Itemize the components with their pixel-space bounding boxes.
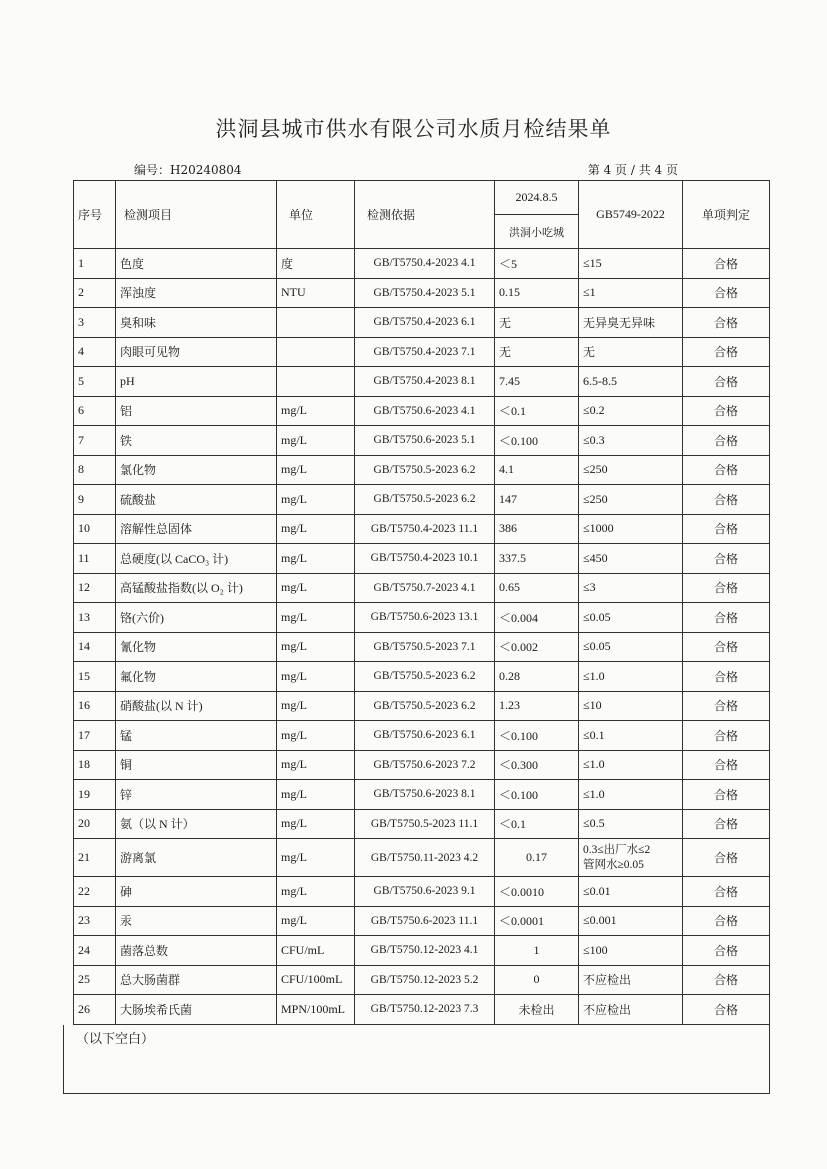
row-number: 19 xyxy=(74,780,116,810)
table-row xyxy=(74,485,770,515)
row-method: GB/T5750.4-2023 8.1 xyxy=(355,367,495,397)
row-limit-line: 管网水≥0.05 xyxy=(583,858,644,871)
row-item: 溶解性总固体 xyxy=(116,514,277,544)
row-unit: mg/L xyxy=(277,573,355,603)
page-info: 第 4 页 / 共 4 页 xyxy=(587,163,678,177)
table-row xyxy=(74,249,770,279)
row-number: 18 xyxy=(74,750,116,780)
row-item: 汞 xyxy=(116,906,277,936)
row-judgement: 合格 xyxy=(683,308,770,338)
header-unit: 单位 xyxy=(277,181,355,249)
row-limit: ≤1 xyxy=(579,278,683,308)
table-row xyxy=(74,514,770,544)
table-row xyxy=(74,662,770,692)
row-limit-line: 0.3≤出厂水≤2 xyxy=(583,843,651,856)
row-item: 铜 xyxy=(116,750,277,780)
row-item: 砷 xyxy=(116,877,277,907)
row-unit: mg/L xyxy=(277,780,355,810)
table-row xyxy=(74,750,770,780)
row-item: 大肠埃希氏菌 xyxy=(116,995,277,1025)
row-judgement: 合格 xyxy=(683,337,770,367)
row-unit: mg/L xyxy=(277,485,355,515)
row-unit: mg/L xyxy=(277,514,355,544)
row-item: 高锰酸盐指数(以 O₂ 计) xyxy=(116,573,277,603)
row-method: GB/T5750.5-2023 6.2 xyxy=(355,485,495,515)
row-method: GB/T5750.4-2023 11.1 xyxy=(355,514,495,544)
row-item: 硝酸盐(以 N 计) xyxy=(116,691,277,721)
row-method: GB/T5750.6-2023 8.1 xyxy=(355,780,495,810)
row-item: 铬(六价) xyxy=(116,603,277,633)
table-row xyxy=(74,544,770,574)
row-value: ＜0.0010 xyxy=(495,877,579,907)
row-limit: ≤450 xyxy=(579,544,683,574)
row-judgement: 合格 xyxy=(683,396,770,426)
row-number: 12 xyxy=(74,573,116,603)
row-value: 0.28 xyxy=(495,662,579,692)
row-method: GB/T5750.12-2023 7.3 xyxy=(355,995,495,1025)
row-method: GB/T5750.12-2023 5.2 xyxy=(355,965,495,995)
row-unit xyxy=(277,308,355,338)
row-method: GB/T5750.11-2023 4.2 xyxy=(355,839,495,877)
row-unit: mg/L xyxy=(277,877,355,907)
row-item: 浑浊度 xyxy=(116,278,277,308)
row-value: 7.45 xyxy=(495,367,579,397)
row-method: GB/T5750.5-2023 7.1 xyxy=(355,632,495,662)
row-method: GB/T5750.4-2023 6.1 xyxy=(355,308,495,338)
row-limit: ≤0.2 xyxy=(579,396,683,426)
row-limit: ≤10 xyxy=(579,691,683,721)
header-method: 检测依据 xyxy=(355,181,495,249)
row-unit: mg/L xyxy=(277,544,355,574)
row-number: 10 xyxy=(74,514,116,544)
row-item: 氯化物 xyxy=(116,455,277,485)
row-limit: ≤15 xyxy=(579,249,683,279)
row-value: ＜0.100 xyxy=(495,780,579,810)
row-number: 2 xyxy=(74,278,116,308)
row-limit: ≤3 xyxy=(579,573,683,603)
row-item: 总硬度(以 CaCO₃ 计) xyxy=(116,544,277,574)
row-method: GB/T5750.6-2023 9.1 xyxy=(355,877,495,907)
row-number: 9 xyxy=(74,485,116,515)
table-row xyxy=(74,780,770,810)
row-unit: mg/L xyxy=(277,906,355,936)
row-limit: ≤1.0 xyxy=(579,662,683,692)
table-row xyxy=(74,396,770,426)
header-row xyxy=(74,181,770,215)
row-value: ＜0.1 xyxy=(495,396,579,426)
row-limit: ≤0.1 xyxy=(579,721,683,751)
row-limit: 不应检出 xyxy=(579,995,683,1025)
row-number: 16 xyxy=(74,691,116,721)
footer-note: （以下空白） xyxy=(76,1032,155,1047)
row-limit: ≤1.0 xyxy=(579,780,683,810)
row-limit: ≤0.05 xyxy=(579,603,683,633)
row-judgement: 合格 xyxy=(683,877,770,907)
row-judgement: 合格 xyxy=(683,603,770,633)
row-value: 0.65 xyxy=(495,573,579,603)
row-value: 无 xyxy=(495,337,579,367)
row-number: 22 xyxy=(74,877,116,907)
row-item: pH xyxy=(116,367,277,397)
table-row xyxy=(74,337,770,367)
row-unit: mg/L xyxy=(277,632,355,662)
row-item: 铁 xyxy=(116,426,277,456)
row-unit: CFU/100mL xyxy=(277,965,355,995)
row-judgement: 合格 xyxy=(683,691,770,721)
row-item: 铝 xyxy=(116,396,277,426)
table-row xyxy=(74,455,770,485)
row-method: GB/T5750.4-2023 10.1 xyxy=(355,544,495,574)
footer-box xyxy=(63,1025,770,1094)
row-unit xyxy=(277,367,355,397)
row-limit: ≤1000 xyxy=(579,514,683,544)
row-limit: ≤250 xyxy=(579,485,683,515)
row-value: 0 xyxy=(495,965,579,995)
row-unit: mg/L xyxy=(277,396,355,426)
row-method: GB/T5750.4-2023 4.1 xyxy=(355,249,495,279)
row-limit: ≤100 xyxy=(579,936,683,966)
row-item: 菌落总数 xyxy=(116,936,277,966)
row-value: 0.17 xyxy=(495,839,579,877)
row-unit: mg/L xyxy=(277,721,355,751)
row-judgement: 合格 xyxy=(683,455,770,485)
row-value: 4.1 xyxy=(495,455,579,485)
row-unit: 度 xyxy=(277,249,355,279)
report-number: 编号：H20240804 xyxy=(134,163,242,177)
row-unit: mg/L xyxy=(277,750,355,780)
header-item: 检测项目 xyxy=(116,181,277,249)
row-number: 23 xyxy=(74,906,116,936)
table-row xyxy=(74,308,770,338)
row-value: 337.5 xyxy=(495,544,579,574)
table-row xyxy=(74,995,770,1025)
row-number: 26 xyxy=(74,995,116,1025)
table-row xyxy=(74,632,770,662)
row-method: GB/T5750.5-2023 6.2 xyxy=(355,455,495,485)
row-method: GB/T5750.6-2023 11.1 xyxy=(355,906,495,936)
row-value: 未检出 xyxy=(495,995,579,1025)
row-value: 386 xyxy=(495,514,579,544)
row-item: 硫酸盐 xyxy=(116,485,277,515)
row-value: ＜0.300 xyxy=(495,750,579,780)
row-number: 25 xyxy=(74,965,116,995)
row-number: 6 xyxy=(74,396,116,426)
row-value: ＜0.1 xyxy=(495,809,579,839)
row-number: 7 xyxy=(74,426,116,456)
table-row xyxy=(74,426,770,456)
row-limit: ≤1.0 xyxy=(579,750,683,780)
table-row xyxy=(74,573,770,603)
row-number: 14 xyxy=(74,632,116,662)
row-limit: ≤0.3 xyxy=(579,426,683,456)
row-value: ＜5 xyxy=(495,249,579,279)
row-limit: 无 xyxy=(579,337,683,367)
row-limit: ≤0.01 xyxy=(579,877,683,907)
row-value: 1.23 xyxy=(495,691,579,721)
table-row xyxy=(74,965,770,995)
row-judgement: 合格 xyxy=(683,780,770,810)
row-number: 17 xyxy=(74,721,116,751)
row-number: 15 xyxy=(74,662,116,692)
row-value: 1 xyxy=(495,936,579,966)
table-row xyxy=(74,691,770,721)
row-unit xyxy=(277,337,355,367)
row-method: GB/T5750.6-2023 5.1 xyxy=(355,426,495,456)
row-value: 0.15 xyxy=(495,278,579,308)
row-number: 13 xyxy=(74,603,116,633)
row-method: GB/T5750.5-2023 6.2 xyxy=(355,691,495,721)
row-limit: ≤0.05 xyxy=(579,632,683,662)
table-row xyxy=(74,367,770,397)
row-number: 24 xyxy=(74,936,116,966)
row-item: 臭和味 xyxy=(116,308,277,338)
results-table xyxy=(73,180,770,1025)
row-judgement: 合格 xyxy=(683,249,770,279)
row-method: GB/T5750.5-2023 6.2 xyxy=(355,662,495,692)
row-unit: mg/L xyxy=(277,691,355,721)
row-unit: mg/L xyxy=(277,809,355,839)
row-value: 147 xyxy=(495,485,579,515)
row-number: 11 xyxy=(74,544,116,574)
row-limit: ≤0.5 xyxy=(579,809,683,839)
row-method: GB/T5750.6-2023 6.1 xyxy=(355,721,495,751)
row-number: 21 xyxy=(74,839,116,877)
row-item: 锌 xyxy=(116,780,277,810)
row-limit: 不应检出 xyxy=(579,965,683,995)
row-judgement: 合格 xyxy=(683,809,770,839)
row-unit: mg/L xyxy=(277,603,355,633)
row-judgement: 合格 xyxy=(683,426,770,456)
row-limit: ≤0.001 xyxy=(579,906,683,936)
row-item: 色度 xyxy=(116,249,277,279)
row-judgement: 合格 xyxy=(683,278,770,308)
header-location: 洪洞小吃城 xyxy=(495,215,579,249)
row-method: GB/T5750.4-2023 5.1 xyxy=(355,278,495,308)
row-unit: MPN/100mL xyxy=(277,995,355,1025)
table-row xyxy=(74,721,770,751)
row-number: 3 xyxy=(74,308,116,338)
row-item: 肉眼可见物 xyxy=(116,337,277,367)
row-method: GB/T5750.5-2023 11.1 xyxy=(355,809,495,839)
table-row xyxy=(74,603,770,633)
row-judgement: 合格 xyxy=(683,544,770,574)
header-judgement: 单项判定 xyxy=(683,181,770,249)
row-limit: 6.5-8.5 xyxy=(579,367,683,397)
row-item: 氟化物 xyxy=(116,662,277,692)
row-judgement: 合格 xyxy=(683,906,770,936)
header-date: 2024.8.5 xyxy=(495,181,579,215)
row-unit: CFU/mL xyxy=(277,936,355,966)
row-item: 氨（以 N 计） xyxy=(116,809,277,839)
table-row xyxy=(74,906,770,936)
row-method: GB/T5750.12-2023 4.1 xyxy=(355,936,495,966)
row-limit xyxy=(579,839,683,877)
row-value: ＜0.100 xyxy=(495,721,579,751)
row-number: 1 xyxy=(74,249,116,279)
table-row xyxy=(74,877,770,907)
table-row xyxy=(74,809,770,839)
row-item: 总大肠菌群 xyxy=(116,965,277,995)
row-unit: mg/L xyxy=(277,426,355,456)
row-method: GB/T5750.6-2023 4.1 xyxy=(355,396,495,426)
row-value: 无 xyxy=(495,308,579,338)
row-value: ＜0.002 xyxy=(495,632,579,662)
row-judgement: 合格 xyxy=(683,750,770,780)
row-judgement: 合格 xyxy=(683,514,770,544)
header-standard: GB5749-2022 xyxy=(579,181,683,249)
row-method: GB/T5750.6-2023 7.2 xyxy=(355,750,495,780)
header-no: 序号 xyxy=(74,181,116,249)
row-value: ＜0.0001 xyxy=(495,906,579,936)
row-unit: mg/L xyxy=(277,662,355,692)
row-unit: mg/L xyxy=(277,839,355,877)
row-method: GB/T5750.4-2023 7.1 xyxy=(355,337,495,367)
row-judgement: 合格 xyxy=(683,936,770,966)
row-value: ＜0.100 xyxy=(495,426,579,456)
row-judgement: 合格 xyxy=(683,485,770,515)
row-judgement: 合格 xyxy=(683,367,770,397)
row-limit: 无异臭无异味 xyxy=(579,308,683,338)
table-row xyxy=(74,839,770,877)
row-judgement: 合格 xyxy=(683,632,770,662)
document-title: 洪洞县城市供水有限公司水质月检结果单 xyxy=(215,117,612,141)
row-judgement: 合格 xyxy=(683,965,770,995)
row-number: 4 xyxy=(74,337,116,367)
row-judgement: 合格 xyxy=(683,995,770,1025)
row-limit: ≤250 xyxy=(579,455,683,485)
row-number: 5 xyxy=(74,367,116,397)
row-number: 8 xyxy=(74,455,116,485)
row-method: GB/T5750.6-2023 13.1 xyxy=(355,603,495,633)
row-number: 20 xyxy=(74,809,116,839)
row-unit: NTU xyxy=(277,278,355,308)
row-judgement: 合格 xyxy=(683,573,770,603)
row-value: ＜0.004 xyxy=(495,603,579,633)
row-judgement: 合格 xyxy=(683,839,770,877)
table-row xyxy=(74,278,770,308)
table-row xyxy=(74,936,770,966)
row-judgement: 合格 xyxy=(683,662,770,692)
row-method: GB/T5750.7-2023 4.1 xyxy=(355,573,495,603)
row-unit: mg/L xyxy=(277,455,355,485)
row-judgement: 合格 xyxy=(683,721,770,751)
row-item: 氰化物 xyxy=(116,632,277,662)
row-item: 游离氯 xyxy=(116,839,277,877)
row-item: 锰 xyxy=(116,721,277,751)
